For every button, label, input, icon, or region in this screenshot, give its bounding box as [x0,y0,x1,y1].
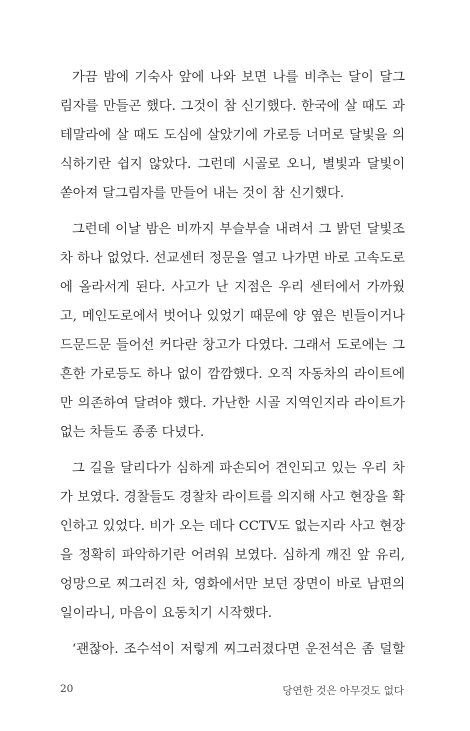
text-line: 그 길을 달리다가 심하게 파손되어 견인되고 있는 우리 차 [72,461,405,476]
text-line: 드문드문 들어선 커다란 창고가 다였다. 그래서 도로에는 그 [60,338,405,353]
text-line: 일이라니, 마음이 요동치기 시작했다. [60,606,273,621]
text-line: 에 올라서게 된다. 사고가 난 지점은 우리 센터에서 가까웠 [60,280,405,295]
text-line: 가끔 밤에 기숙사 앞에 나와 보면 나를 비추는 달이 달그 [72,70,405,85]
paragraph [60,635,405,664]
text-line: 테말라에 살 때도 도심에 살았기에 가로등 너머로 달빛을 의 [60,128,405,143]
text-line: 인하고 있었다. 비가 오는 데다 CCTV도 없는지라 사고 현장 [60,519,405,534]
text-line: 차 하나 없었다. 선교센터 정문을 열고 나가면 바로 고속도로 [60,251,405,266]
page-number: 20 [60,683,74,695]
body-text [60,63,405,671]
paragraph [60,215,405,447]
paragraph [60,454,405,628]
text-line: 그런데 이날 밤은 비까지 부슬부슬 내려서 그 밝던 달빛조 [72,222,405,237]
text-line: 식하기란 쉽지 않았다. 그런데 시골로 오니, 별빛과 달빛이 [60,157,405,172]
text-line: 쏟아져 달그림자를 만들어 내는 것이 참 신기했다. [60,186,345,201]
text-line: 없는 차들도 종종 다녔다. [60,425,205,440]
text-line: 가 보였다. 경찰들도 경찰차 라이트를 의지해 사고 현장을 확 [60,490,405,505]
text-line: 만 의존하여 달려야 했다. 가난한 시골 지역인지라 라이트가 [60,396,405,411]
text-line: 고, 메인도로에서 벗어나 있었기 때문에 양 옆은 빈들이거나 [60,309,405,324]
text-line: 을 정확히 파악하기란 어려워 보였다. 심하게 깨진 앞 유리, [60,548,405,563]
text-line: 림자를 만들곤 했다. 그것이 참 신기했다. 한국에 살 때도 과 [60,99,405,114]
running-title: 당연한 것은 아무것도 없다 [282,685,404,697]
text-line: 엉망으로 찌그러진 차, 영화에서만 보던 장면이 바로 남편의 [60,577,405,592]
text-line: 흔한 가로등도 하나 없이 깜깜했다. 오직 자동차의 라이트에 [60,367,405,382]
text-line: ‘괜찮아. 조수석이 저렇게 찌그러졌다면 운전석은 좀 덜할 [72,642,405,657]
paragraph [60,63,405,208]
